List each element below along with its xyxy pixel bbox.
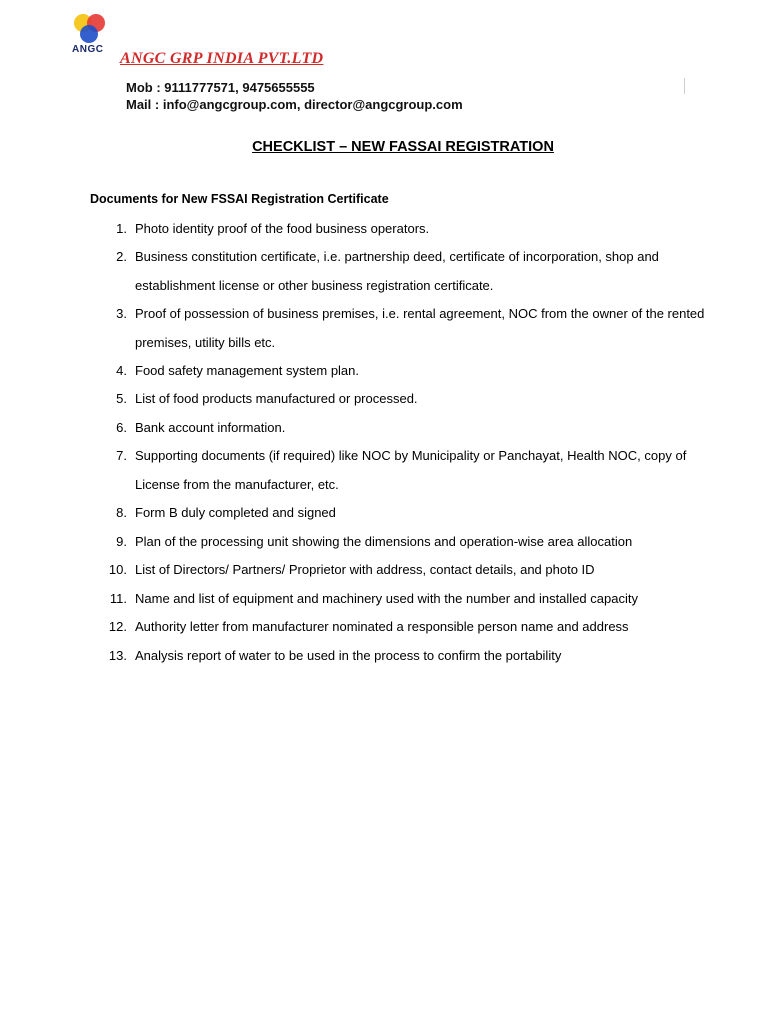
list-item-number: 3.	[116, 306, 127, 321]
list-item-text: Photo identity proof of the food business operators.	[135, 221, 430, 236]
list-item-text: Authority letter from manufacturer nominated a responsible person name and address	[135, 619, 629, 634]
divider	[684, 78, 685, 94]
company-name: ANGC GRP INDIA PVT.LTD	[120, 50, 324, 67]
list-item-number: 13.	[108, 648, 127, 663]
list-item-text: Name and list of equipment and machinery used with the number and installed capacity	[135, 591, 638, 606]
list-item-number: 8.	[116, 505, 127, 520]
list-item-number: 9.	[116, 534, 127, 549]
list-item-text: Form B duly completed and signed	[135, 505, 336, 520]
list-item-number: 2.	[116, 249, 127, 264]
contact-mobile: Mob : 9111777571, 9475655555	[126, 80, 315, 95]
list-item-number: 11.	[109, 591, 127, 606]
page-title: CHECKLIST – NEW FASSAI REGISTRATION	[252, 139, 554, 155]
list-item-text: Plan of the processing unit showing the dimensions and operation-wise area allocation	[135, 534, 633, 549]
list-item-number: 5.	[116, 391, 127, 406]
list-item-text: List of Directors/ Partners/ Proprietor with address, contact details, and photo ID	[135, 562, 595, 577]
list-item-text: Proof of possession of business premises, i.e. rental agreement, NOC from the owner of the rented premises, utility bills etc.	[135, 306, 705, 350]
list-item-text: Supporting documents (if required) like NOC by Municipality or Panchayat, Health NOC, copy of License from the manufacturer, etc.	[135, 448, 687, 492]
list-item-text: Food safety management system plan.	[135, 363, 360, 378]
contact-mail: Mail : info@angcgroup.com, director@angcgroup.com	[126, 97, 463, 112]
list-item-number: 6.	[116, 420, 127, 435]
list-item-text: Business constitution certificate, i.e. partnership deed, certificate of incorporation, shop and establishment license or other business registration certificate.	[135, 249, 659, 293]
logo-text: ANGC	[72, 44, 104, 55]
list-item-number: 4.	[116, 363, 127, 378]
list-item-number: 1.	[116, 221, 127, 236]
list-item-number: 12.	[108, 619, 127, 634]
list-item-text: Analysis report of water to be used in the process to confirm the portability	[135, 648, 562, 663]
list-item-text: Bank account information.	[135, 420, 286, 435]
list-item-number: 7.	[116, 448, 127, 463]
list-item-text: List of food products manufactured or processed.	[135, 391, 418, 406]
list-item-number: 10.	[108, 562, 127, 577]
section-subtitle: Documents for New FSSAI Registration Certificate	[90, 192, 389, 206]
